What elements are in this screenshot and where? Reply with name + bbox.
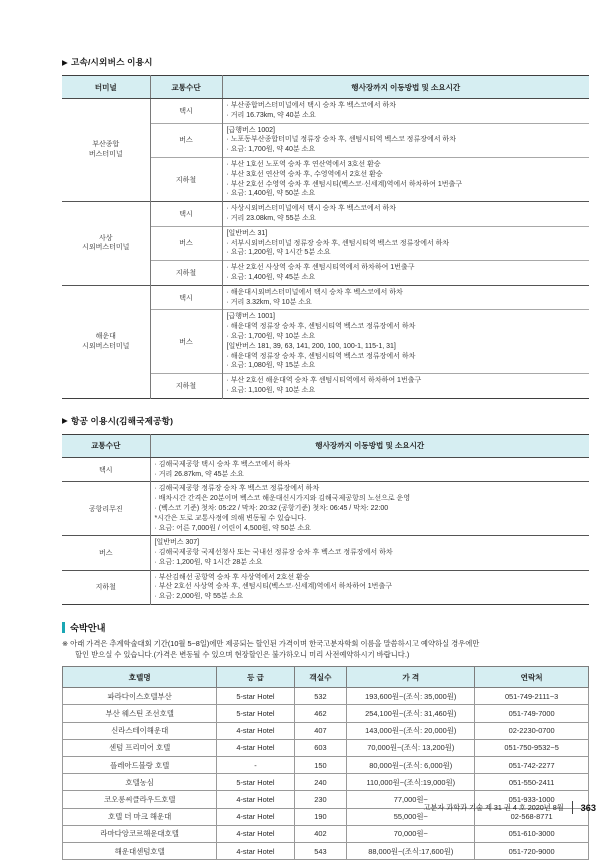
hotel-price: 143,000원~(조식: 20,000원): [347, 722, 475, 739]
hotel-price: 77,000원~: [347, 791, 475, 808]
hotel-row: [63, 774, 589, 791]
hotel-row: [63, 842, 589, 859]
col-header-price: 가 격: [347, 667, 475, 688]
desc-cell: · 사상시외버스터미널에서 택시 승차 후 벡스코에서 하차 · 거리 23.08km, 약 55분 소요: [222, 202, 589, 227]
col-header-desc: 행사장까지 이동방법 및 소요시간: [150, 434, 589, 457]
hotel-row: [63, 739, 589, 756]
desc-cell: · 부산 2호선 해운대역 승차 후 센텀시티역에서 하차하여 1번출구 · 요금: 1,100원, 약 10분 소요: [222, 374, 589, 399]
col-header-desc: 행사장까지 이동방법 및 소요시간: [222, 76, 589, 99]
desc-cell: [일반버스 307] · 김해국제공항 국제선청사 또는 국내선 정류장 승차 후 벡스코 정류장에서 하차 · 요금: 1,200원, 약 1시간 28분 소요: [150, 536, 589, 570]
hotel-contact: 051-933-1000: [475, 791, 589, 808]
lodging-note-line1: ※ 아래 가격은 추계학술대회 기간(10월 5~8일)에만 제공되는 할인된 가격이며 한국고분자학회 이름을 말씀하시고 예약하실 경우에만: [62, 639, 480, 649]
hotel-grade: 4-star Hotel: [217, 791, 294, 808]
hotel-grade: 4-star Hotel: [217, 842, 294, 859]
hotel-price: 110,000원~(조식:19,000원): [347, 774, 475, 791]
hotel-name: 해운대센텀호텔: [63, 842, 217, 859]
section-title-lodging: [62, 620, 589, 634]
air-transport-table: [62, 434, 589, 605]
desc-cell: · 김해국제공항 정류장 승차 후 벡스코 정류장에서 하차 · 배차시간 간격은 20분이며 벡스코 해운대신시가지와 김해국제공항의 노선으로 운영 · (벡스코 기준) 첫차: 05:22 / 막차: 20:32 (공항기준) 첫차: 06:45 / 막차: 22:00 *시간은 도로 교통사정에 의해 변동될 수 있습니다. · 요금: 어른 7,000원 / 어린이 4,500원, 약 50분 소요: [150, 482, 589, 536]
table-row: [62, 457, 589, 482]
section-title-lodging-label: 숙박안내: [70, 623, 106, 634]
hotel-name: 파라다이스호텔부산: [63, 688, 217, 705]
table-header-row: [62, 434, 589, 457]
hotel-row: [63, 757, 589, 774]
terminal-cell: 해운대 시외버스터미널: [62, 285, 150, 398]
hotel-name: 호텔 더 마크 해운대: [63, 808, 217, 825]
hotel-contact: 051-742-2277: [475, 757, 589, 774]
col-header-contact: 연락처: [475, 667, 589, 688]
hotel-grade: 4-star Hotel: [217, 739, 294, 756]
table-row: [62, 202, 589, 227]
desc-cell: [일반버스 31] · 서부시외버스터미널 정류장 승차 후, 센텀시티역 벡스코 정류장에서 하차 · 요금: 1,200원, 약 1시간 5분 소요: [222, 226, 589, 260]
bus-transport-table: [62, 75, 589, 399]
hotel-contact: 051-550-2411: [475, 774, 589, 791]
hotel-contact: 051-610-3000: [475, 825, 589, 842]
hotel-grade: 4-star Hotel: [217, 808, 294, 825]
hotel-contact: 051-749-2111~3: [475, 688, 589, 705]
desc-cell: · 부산김해선 공항역 승차 후 사상역에서 2호선 환승 · 부산 2호선 사상역 승차 후, 센텀시티(벡스코·신세계)역에서 하차하여 1번출구 · 요금: 2,000원, 약 55분 소요: [150, 570, 589, 604]
hotel-grade: 4-star Hotel: [217, 825, 294, 842]
triangle-bullet-icon: ▶: [62, 416, 68, 426]
col-header-mode: 교통수단: [150, 76, 222, 99]
hotel-row: [63, 722, 589, 739]
section-title-air: [62, 415, 589, 427]
col-header-terminal: 터미널: [62, 76, 150, 99]
lodging-note-line2: 할인 받으실 수 있습니다.(가격은 변동될 수 있으며 현장할인은 불가하오니 미리 사전예약하시기 바랍니다.): [75, 649, 410, 659]
mode-cell: 택시: [150, 99, 222, 124]
mode-cell: 택시: [98, 466, 113, 474]
hotel-row: [63, 825, 589, 842]
mode-cell: 지하철: [150, 261, 222, 286]
page-content: [62, 0, 589, 860]
hotel-name: 라마다앙코르해운대호텔: [63, 825, 217, 842]
table-row: [62, 285, 589, 310]
hotel-name: 호텔농심: [63, 774, 217, 791]
col-header-hotel-name: 호텔명: [63, 667, 217, 688]
hotel-rooms: 543: [294, 842, 347, 859]
col-header-mode: 교통수단: [62, 434, 150, 457]
desc-cell: · 김해국제공항 택시 승차 후 벡스코에서 하차 · 거리 26.87km, 약 45분 소요: [150, 457, 589, 482]
mode-cell: 버스: [150, 310, 222, 374]
hotel-grade: 5-star Hotel: [217, 705, 294, 722]
hotel-rooms: 462: [294, 705, 347, 722]
hotel-rooms: 190: [294, 808, 347, 825]
hotel-row: [63, 688, 589, 705]
table-header-row: [63, 667, 589, 688]
triangle-bullet-icon: ▶: [62, 57, 68, 67]
hotel-contact: 02-568-8771: [475, 808, 589, 825]
hotel-name: 코오롱씨클라우드호텔: [63, 791, 217, 808]
footer-divider: [572, 801, 573, 814]
hotel-price: 254,100원~(조식: 31,460원): [347, 705, 475, 722]
mode-cell: 버스: [150, 123, 222, 157]
hotel-rooms: 240: [294, 774, 347, 791]
hotel-price: 193,600원~(조식: 35,000원): [347, 688, 475, 705]
hotel-name: 플레아드블랑 호텔: [63, 757, 217, 774]
table-row: [62, 570, 589, 604]
hotel-name: 센텀 프리미어 호텔: [63, 739, 217, 756]
mode-cell: 택시: [150, 285, 222, 310]
mode-cell: 지하철: [150, 157, 222, 201]
table-row: [62, 99, 589, 124]
hotel-price: 88,000원~(조식:17,600원): [347, 842, 475, 859]
hotel-price: 70,000원~(조식: 13,200원): [347, 739, 475, 756]
section-title-air-label: 항공 이용시(김해국제공항): [70, 415, 174, 426]
desc-cell: · 부산 2호선 사상역 승차 후 센텀시티역에서 하차하여 1번출구 · 요금: 1,400원, 약 45분 소요: [222, 261, 589, 286]
desc-cell: · 부산종합버스터미널에서 택시 승차 후 벡스코에서 하차 · 거리 16.73km, 약 40분 소요: [226, 102, 397, 119]
section-title-bus-label: 고속/시외버스 이용시: [70, 57, 153, 67]
journal-citation: 고분자 과학과 기술 제 31 권 4 호 2020년 8월: [423, 802, 564, 812]
section-title-bus: [62, 56, 589, 68]
hotel-rooms: 402: [294, 825, 347, 842]
mode-cell: 택시: [150, 202, 222, 227]
hotel-rooms: 603: [294, 739, 347, 756]
table-row: [62, 536, 589, 570]
col-header-rooms: 객실수: [294, 667, 347, 688]
mode-cell: 공항리무진: [62, 482, 150, 536]
hotel-row: [63, 705, 589, 722]
hotel-contact: 02-2230-0700: [475, 722, 589, 739]
hotel-grade: 4-star Hotel: [217, 722, 294, 739]
desc-cell: [급행버스 1002] · 노포동부산종합터미널 정류장 승차 후, 센텀시티역 벡스코 정류장에서 하차 · 요금: 1,700원, 약 40분 소요: [222, 123, 589, 157]
mode-cell: 지하철: [62, 570, 150, 604]
lodging-note: [62, 639, 589, 660]
hotel-contact: 051-720-9000: [475, 842, 589, 859]
table-header-row: [62, 76, 589, 99]
desc-cell: [급행버스 1001] · 해운대역 정류장 승차 후, 센텀시티역 벡스코 정류장에서 하차 · 요금: 1,700원, 약 10분 소요 [일반버스 181, 39, 63, 141, 200, 100, 100-1, 115-1, 31] · 해운대역 정류장 승차 후, 센텀시티역 벡스코 정류장에서 하차 · 요금: 1,080원, 약 15분 소요: [222, 310, 589, 374]
section-bar-icon: [62, 622, 65, 633]
col-header-grade: 등 급: [217, 667, 294, 688]
hotel-rooms: 407: [294, 722, 347, 739]
hotel-contact: 051-750-9532~5: [475, 739, 589, 756]
hotel-price: 80,000원~(조식: 6,000원): [347, 757, 475, 774]
hotel-rooms: 532: [294, 688, 347, 705]
terminal-cell: 부산종합 버스터미널: [88, 141, 123, 159]
desc-cell: · 해운대시외버스터미널에서 택시 승차 후 벡스코에서 하차 · 거리 3.32km, 약 10분 소요: [222, 285, 589, 310]
mode-cell: 버스: [150, 226, 222, 260]
table-row: [62, 482, 589, 536]
hotel-grade: -: [217, 757, 294, 774]
hotel-price: 55,000원~: [347, 808, 475, 825]
mode-cell: 지하철: [150, 374, 222, 399]
hotel-name: 부산 웨스틴 조선호텔: [63, 705, 217, 722]
page-number: 363: [580, 802, 596, 813]
mode-cell: 버스: [62, 536, 150, 570]
hotel-rooms: 150: [294, 757, 347, 774]
terminal-cell: 사상 시외버스터미널: [62, 202, 150, 286]
hotel-grade: 5-star Hotel: [217, 774, 294, 791]
page-footer: [423, 801, 596, 814]
hotel-table: [62, 666, 589, 860]
hotel-rooms: 230: [294, 791, 347, 808]
hotel-contact: 051-749-7000: [475, 705, 589, 722]
hotel-name: 신라스테이해운대: [63, 722, 217, 739]
desc-cell: · 부산 1호선 노포역 승차 후 연산역에서 3호선 환승 · 부산 3호선 연산역 승차 후, 수영역에서 2호선 환승 · 부산 2호선 수영역 승차 후 센텀시티(벡스코·신세계)역에서 하차하여 1번출구 · 요금: 1,400원, 약 50분 소요: [222, 157, 589, 201]
hotel-price: 70,000원~: [347, 825, 475, 842]
hotel-grade: 5-star Hotel: [217, 688, 294, 705]
